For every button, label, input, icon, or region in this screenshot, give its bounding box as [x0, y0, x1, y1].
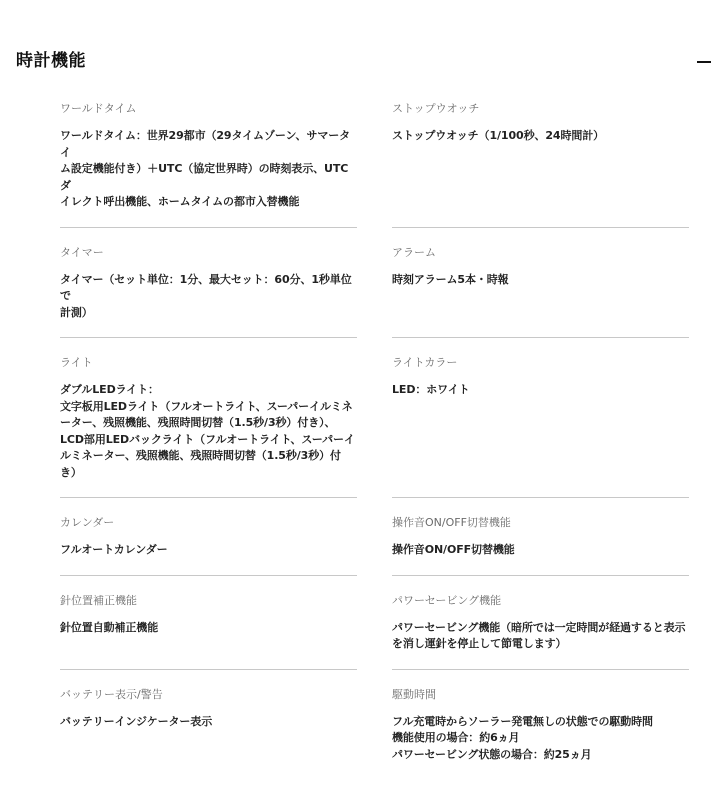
feature-timer [60, 242, 357, 339]
feature-label: アラーム [392, 245, 436, 259]
feature-light [60, 352, 357, 498]
feature-operating-time [392, 684, 689, 780]
feature-light-color [392, 352, 689, 498]
feature-value: パワーセービング機能（暗所では一定時間が経過すると表示 を消し運針を停止して節電します） [392, 620, 686, 650]
section-title: 時計機能 [16, 51, 86, 71]
feature-value: ワールドタイム：世界29都市（29タイムゾーン、サマータイ ム設定機能付き）＋UTC（協定世界時）の時刻表示、UTCダ イレクト呼出機能、ホームタイムの都市入替機能 [60, 129, 351, 208]
feature-hand-correction [60, 590, 357, 670]
feature-label: 駆動時間 [392, 687, 436, 701]
feature-label: パワーセービング機能 [392, 593, 502, 607]
feature-battery [60, 684, 357, 780]
feature-stopwatch [392, 98, 689, 228]
feature-label: 針位置補正機能 [60, 593, 137, 607]
feature-alarm [392, 242, 689, 339]
feature-label: ライトカラー [392, 356, 458, 369]
feature-value: タイマー（セット単位：1分、最大セット：60分、1秒単位で 計測） [60, 272, 352, 319]
feature-world-time [60, 98, 357, 228]
collapse-minus-icon[interactable] [697, 61, 711, 63]
feature-value: LED：ホワイト [392, 383, 470, 396]
feature-value: フル充電時からソーラー発電無しの状態での駆動時間 機能使用の場合：約6ヵ月 パワーセービング状態の場合：約25ヵ月 [392, 714, 653, 761]
section-header[interactable] [0, 0, 714, 80]
feature-label: カレンダー [60, 516, 115, 529]
feature-operation-sound [392, 512, 689, 576]
feature-label: ワールドタイム [60, 102, 137, 115]
feature-label: ストップウオッチ [392, 102, 480, 115]
feature-value: ダブルLEDライト： 文字板用LEDライト（フルオートライト、スーパーイルミネ ーター、残照機能、残照時間切替（1.5秒/3秒）付き）、 LCD部用LEDバックライト（フルオートライト、スーパーイ ルミネーター、残照機能、残照時間切替（1.5秒/3秒）付き） [60, 383, 355, 479]
feature-label: ライト [60, 356, 93, 369]
feature-power-saving [392, 590, 689, 670]
feature-value: バッテリーインジケーター表示 [60, 714, 213, 728]
feature-calendar [60, 512, 357, 576]
feature-label: 操作音ON/OFF切替機能 [392, 516, 511, 529]
feature-value: 針位置自動補正機能 [60, 620, 159, 634]
feature-value: ストップウオッチ（1/100秒、24時間計） [392, 129, 605, 142]
feature-grid [60, 98, 689, 793]
feature-value: 時刻アラーム5本・時報 [392, 272, 509, 286]
feature-label: バッテリー表示/警告 [60, 687, 163, 701]
feature-value: フルオートカレンダー [60, 543, 168, 556]
feature-value: 操作音ON/OFF切替機能 [392, 543, 515, 556]
feature-label: タイマー [60, 245, 104, 259]
